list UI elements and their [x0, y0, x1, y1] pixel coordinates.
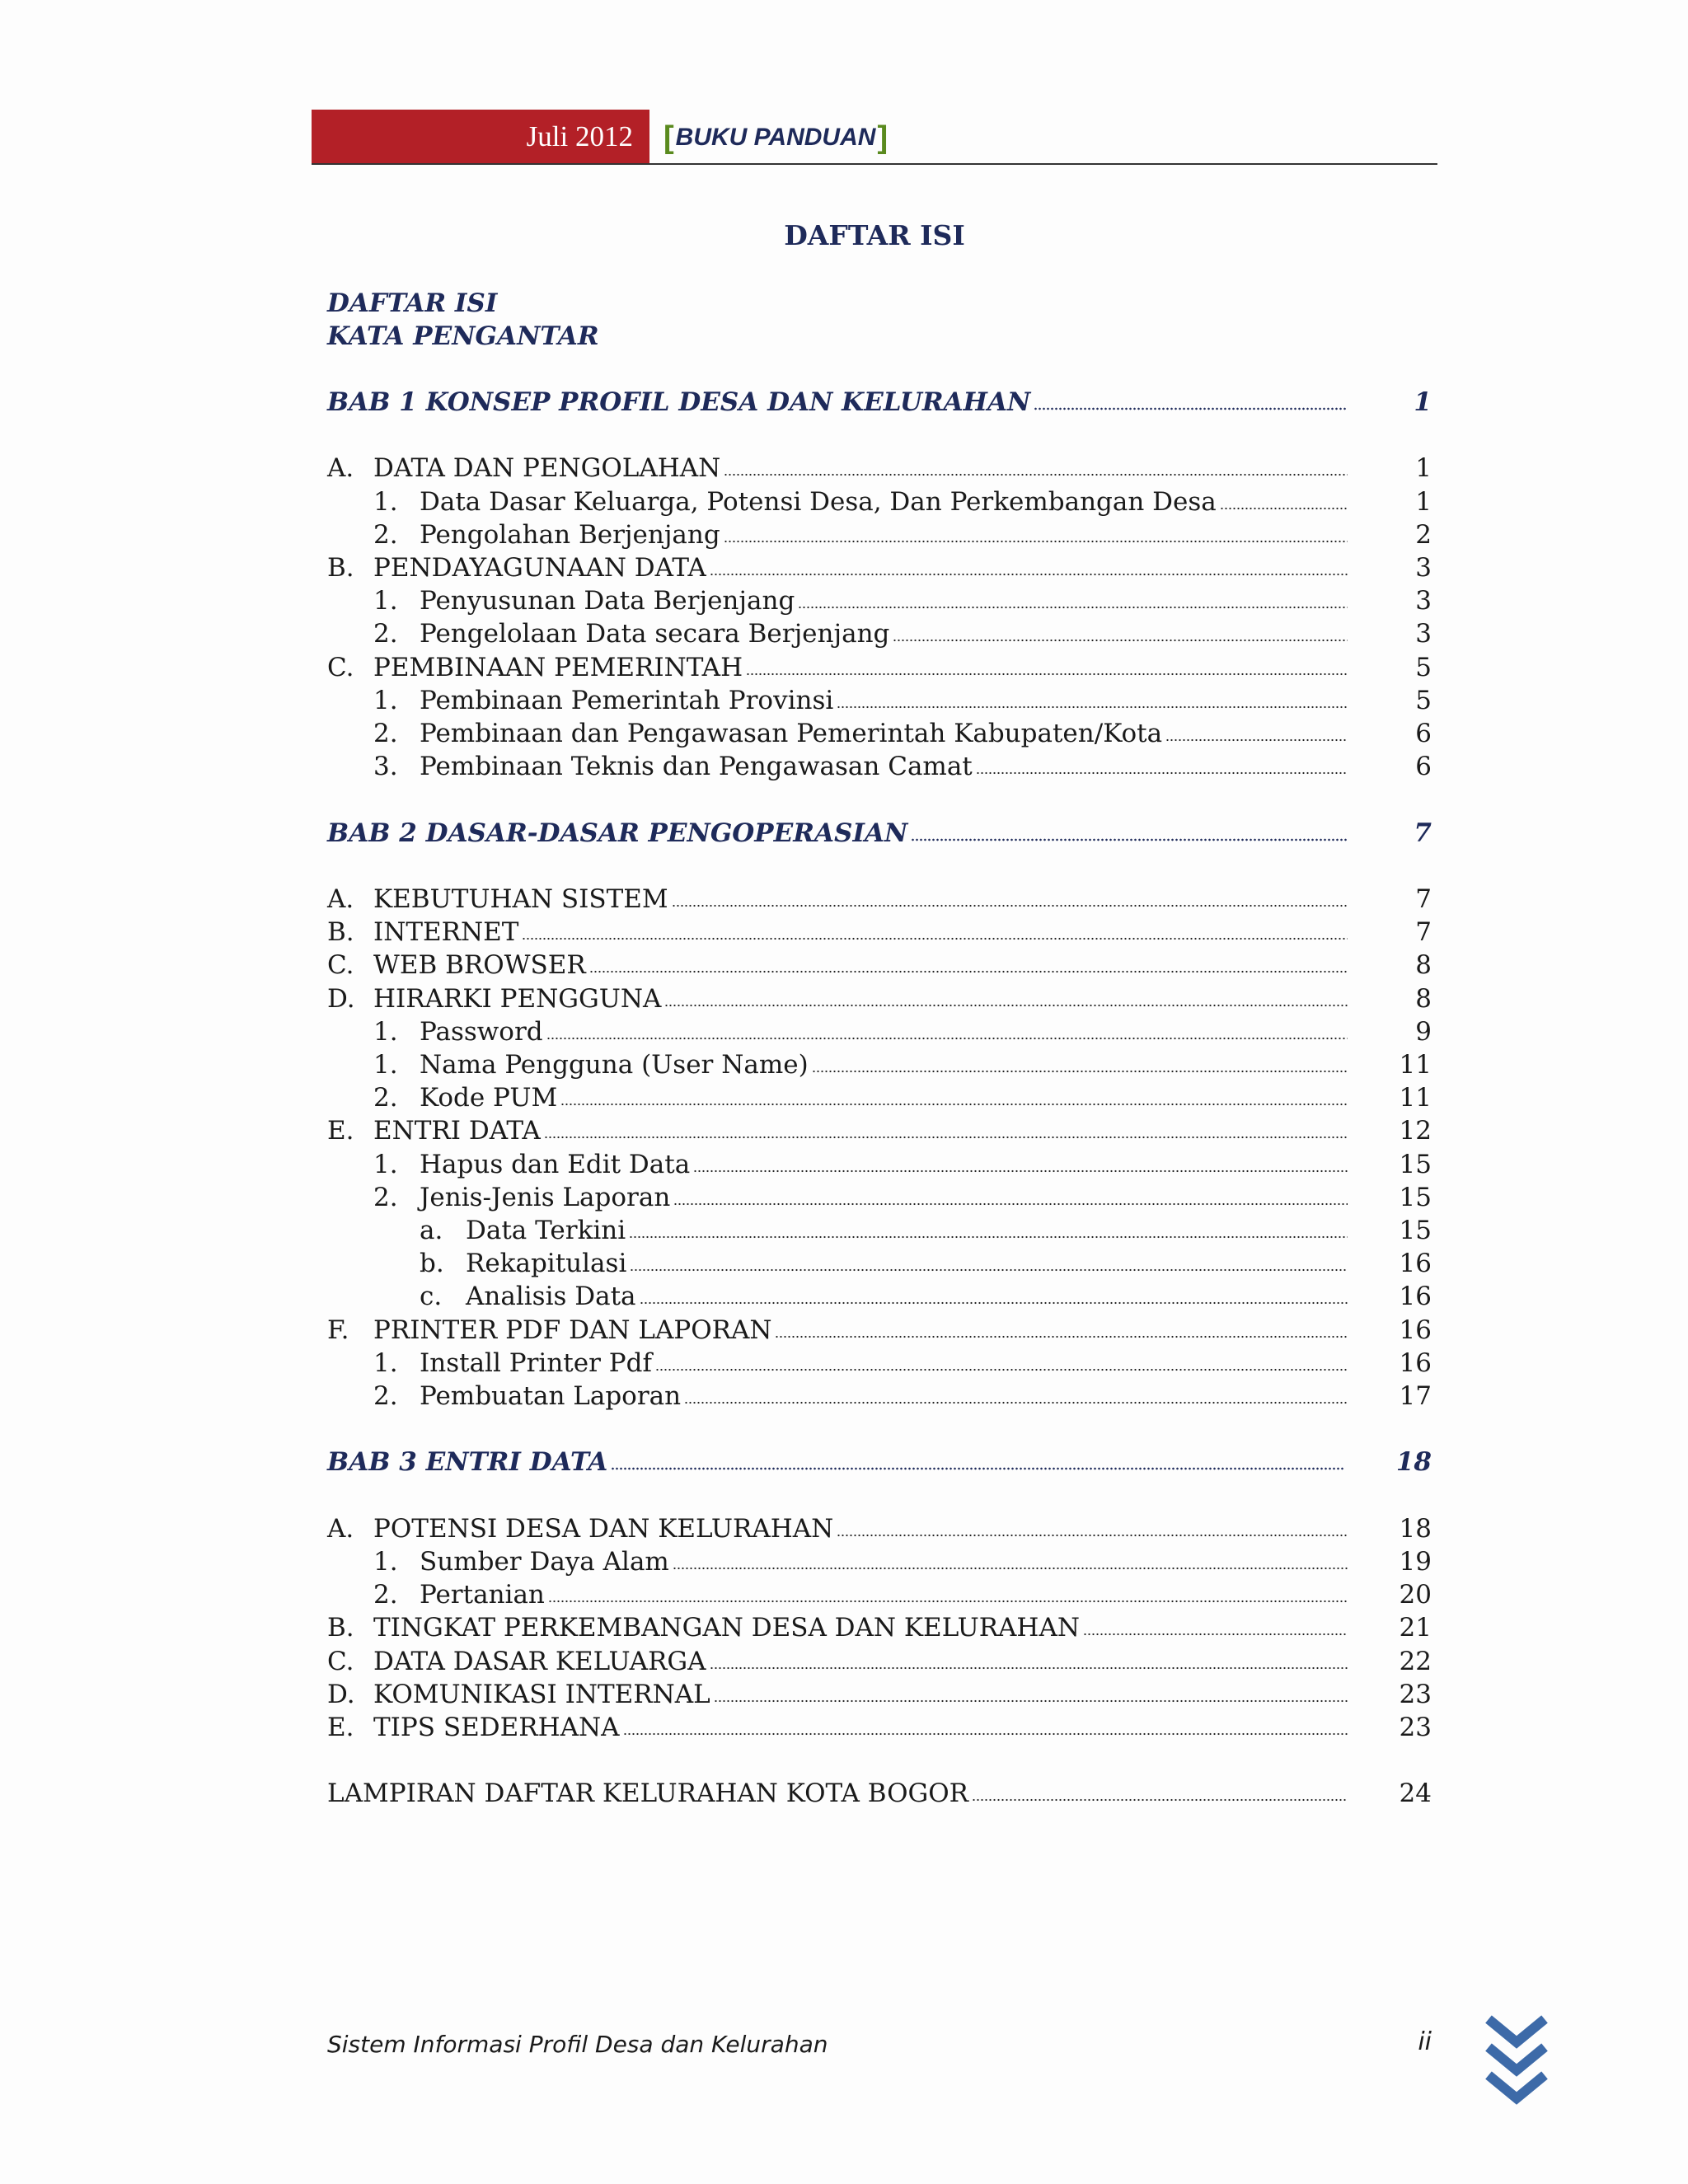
- toc-entry-label: KOMUNIKASI INTERNAL: [373, 1680, 710, 1709]
- toc-entry[interactable]: [327, 617, 1432, 650]
- toc-entry[interactable]: [327, 1347, 1432, 1380]
- toc-dot-leader: [672, 904, 1348, 907]
- toc-entry-number: E.: [327, 1116, 354, 1146]
- toc-entry-number: 3.: [373, 752, 398, 781]
- toc-dot-leader: [623, 1732, 1348, 1736]
- toc-entry-label: DATA DAN PENGOLAHAN: [373, 453, 721, 483]
- intro-kata-pengantar[interactable]: [327, 320, 1432, 353]
- toc-entry-label: Data Terkini: [466, 1216, 626, 1245]
- toc-page-number: 23: [1399, 1713, 1432, 1742]
- toc-entry[interactable]: [327, 916, 1432, 949]
- toc-page-number: 11: [1399, 1050, 1432, 1080]
- toc-page-number: 7: [1414, 818, 1432, 848]
- toc-entry[interactable]: [327, 1114, 1432, 1147]
- toc-entry-label: Nama Pengguna (User Name): [420, 1050, 809, 1080]
- toc-entry[interactable]: [327, 1247, 1432, 1280]
- toc-entry-number: 2.: [373, 1580, 398, 1610]
- toc-entry-label: TINGKAT PERKEMBANGAN DESA DAN KELURAHAN: [373, 1613, 1080, 1643]
- toc-page-number: 18: [1395, 1447, 1432, 1477]
- toc-entry[interactable]: [327, 982, 1432, 1015]
- toc-entry-number: E.: [327, 1713, 354, 1742]
- toc-page-number: 16: [1399, 1282, 1432, 1311]
- toc-entry[interactable]: [327, 1148, 1432, 1181]
- toc-entry-number: 1.: [373, 487, 398, 517]
- toc-entry[interactable]: [327, 717, 1432, 750]
- toc-dot-leader: [629, 1235, 1348, 1239]
- toc-dot-leader: [546, 1037, 1348, 1040]
- toc-entry-label: Kode PUM: [420, 1083, 558, 1113]
- toc-page-number: 3: [1415, 619, 1432, 649]
- toc-entry[interactable]: [327, 1380, 1432, 1413]
- toc-entry-number: 1.: [373, 686, 398, 715]
- toc-entry-number: 2.: [373, 1183, 398, 1212]
- toc-entry[interactable]: [327, 1015, 1432, 1048]
- toc-entry[interactable]: [327, 1512, 1432, 1545]
- toc-entry-number: C.: [327, 653, 354, 682]
- toc-entry[interactable]: [327, 1711, 1432, 1744]
- toc-page-number: 6: [1415, 719, 1432, 748]
- toc-page-number: 20: [1399, 1580, 1432, 1610]
- toc-entry-label: Pembinaan Teknis dan Pengawasan Camat: [420, 752, 973, 781]
- toc-entry-number: B.: [327, 917, 354, 947]
- toc-page-number: 3: [1415, 553, 1432, 583]
- toc-page-number: 1: [1415, 487, 1432, 517]
- toc-entry-number: 1.: [373, 1547, 398, 1577]
- toc-entry-label: Pengolahan Berjenjang: [420, 520, 720, 550]
- toc-dot-leader: [798, 606, 1348, 609]
- toc-page-number: 18: [1399, 1514, 1432, 1544]
- toc-entry-number: 1.: [373, 1017, 398, 1047]
- toc-dot-leader: [664, 1004, 1348, 1007]
- toc-page-number: 1: [1414, 387, 1432, 417]
- toc-dot-leader: [655, 1368, 1348, 1371]
- toc-entry-label: BAB 2 DASAR-DASAR PENGOPERASIAN: [327, 818, 908, 848]
- intro-label: KATA PENGANTAR: [327, 321, 599, 351]
- toc-page-number: 16: [1399, 1348, 1432, 1378]
- toc-entry[interactable]: [327, 949, 1432, 982]
- toc-entry-label: BAB 1 KONSEP PROFIL DESA DAN KELURAHAN: [327, 387, 1031, 417]
- toc-entry[interactable]: [327, 1048, 1432, 1081]
- toc-entry-label: LAMPIRAN DAFTAR KELURAHAN KOTA BOGOR: [327, 1779, 969, 1808]
- toc-entry-label: Pembinaan Pemerintah Provinsi: [420, 686, 834, 715]
- toc-entry-label: DATA DASAR KELUARGA: [373, 1647, 706, 1676]
- toc-entry-label: Password: [420, 1017, 543, 1047]
- toc-entry[interactable]: [327, 1611, 1432, 1644]
- toc-entry-number: F.: [327, 1315, 349, 1345]
- toc-dot-leader: [746, 673, 1348, 676]
- toc-dot-leader: [724, 473, 1348, 476]
- toc-dot-leader: [1034, 407, 1348, 410]
- toc-entry-label: Hapus dan Edit Data: [420, 1150, 691, 1179]
- toc-entry-label: Install Printer Pdf: [420, 1348, 652, 1378]
- header-rule: [312, 163, 1437, 165]
- toc-entry-number: C.: [327, 1647, 354, 1676]
- toc-entry-label: INTERNET: [373, 917, 519, 947]
- toc-entry-number: A.: [327, 884, 354, 914]
- toc-dot-leader: [1165, 738, 1348, 742]
- toc-dot-leader: [611, 1467, 1344, 1470]
- toc-dot-leader: [911, 838, 1348, 841]
- toc-dot-leader: [560, 1103, 1348, 1106]
- toc-dot-leader: [837, 1534, 1348, 1537]
- toc-page-number: 5: [1415, 653, 1432, 682]
- toc-page-number: 5: [1415, 686, 1432, 715]
- toc-entry-label: Analisis Data: [466, 1282, 636, 1311]
- toc-entry-number: C.: [327, 950, 354, 980]
- toc-entry-number: 1.: [373, 586, 398, 616]
- toc-entry[interactable]: [327, 518, 1432, 551]
- intro-daftar-isi[interactable]: [327, 287, 1432, 320]
- toc-entry-number: b.: [420, 1249, 444, 1278]
- toc-dot-leader: [837, 705, 1348, 709]
- header-date-block: [312, 110, 649, 164]
- toc-entry[interactable]: [327, 684, 1432, 717]
- toc-page-number: 15: [1399, 1150, 1432, 1179]
- toc-entry-number: c.: [420, 1282, 443, 1311]
- toc-page-number: 2: [1415, 520, 1432, 550]
- toc-page-number: 3: [1415, 586, 1432, 616]
- chevron-down-triple-icon: [1484, 2011, 1550, 2110]
- toc-entry-label: PENDAYAGUNAAN DATA: [373, 553, 706, 583]
- toc-entry-label: Rekapitulasi: [466, 1249, 627, 1278]
- toc-entry-number: D.: [327, 984, 355, 1014]
- toc-entry[interactable]: [327, 485, 1432, 518]
- header-document-title: [663, 120, 888, 155]
- page-title: DAFTAR ISI: [784, 219, 965, 251]
- footer-title: Sistem Informasi Profil Desa dan Kelurahan: [327, 2031, 828, 2058]
- toc-entry-number: D.: [327, 1680, 355, 1709]
- toc-page-number: 23: [1399, 1680, 1432, 1709]
- toc-page-number: 15: [1399, 1216, 1432, 1245]
- toc-entry[interactable]: [327, 584, 1432, 617]
- toc-entry-label: Pembinaan dan Pengawasan Pemerintah Kabupaten/Kota: [420, 719, 1163, 748]
- toc-entry-label: PEMBINAAN PEMERINTAH: [373, 653, 743, 682]
- toc-chapter-entry[interactable]: [327, 386, 1432, 419]
- toc-entry[interactable]: [327, 1645, 1432, 1678]
- toc-entry-label: Pengelolaan Data secara Berjenjang: [420, 619, 890, 649]
- toc-dot-leader: [724, 540, 1348, 543]
- toc-entry-number: a.: [420, 1216, 443, 1245]
- header-title: BUKU PANDUAN: [675, 124, 876, 151]
- toc-dot-leader: [976, 771, 1348, 775]
- toc-entry-label: Pertanian: [420, 1580, 545, 1610]
- toc-entry-number: 1.: [373, 1348, 398, 1378]
- toc-dot-leader: [693, 1169, 1348, 1173]
- toc-page-number: 22: [1399, 1647, 1432, 1676]
- toc-dot-leader: [893, 639, 1348, 642]
- toc-page-number: 6: [1415, 752, 1432, 781]
- toc-page-number: 1: [1415, 453, 1432, 483]
- toc-dot-leader: [1083, 1633, 1348, 1636]
- toc-page-number: 12: [1399, 1116, 1432, 1146]
- toc-chapter-entry[interactable]: [327, 1446, 1432, 1479]
- toc-entry[interactable]: [327, 750, 1432, 783]
- toc-dot-leader: [972, 1798, 1348, 1802]
- toc-page-number: 17: [1399, 1381, 1432, 1411]
- toc-entry-number: 2.: [373, 1381, 398, 1411]
- toc-entry[interactable]: [327, 1181, 1432, 1214]
- toc-page-number: 16: [1399, 1249, 1432, 1278]
- toc-dot-leader: [1220, 507, 1348, 510]
- footer-page-number: ii: [1418, 2027, 1432, 2056]
- toc-entry-label: Data Dasar Keluarga, Potensi Desa, Dan Perkembangan Desa: [420, 487, 1217, 517]
- toc-entry-label: POTENSI DESA DAN KELURAHAN: [373, 1514, 834, 1544]
- toc-entry-number: A.: [327, 1514, 354, 1544]
- toc-page-number: 8: [1415, 950, 1432, 980]
- toc-page-number: 15: [1399, 1183, 1432, 1212]
- toc-entry-number: 2.: [373, 619, 398, 649]
- toc-page-number: 24: [1399, 1779, 1432, 1808]
- toc-entry-label: WEB BROWSER: [373, 950, 586, 980]
- toc-dot-leader: [684, 1401, 1348, 1404]
- toc-entry-number: B.: [327, 1613, 354, 1643]
- toc-entry-label: BAB 3 ENTRI DATA: [327, 1447, 608, 1477]
- toc-entry[interactable]: [327, 1280, 1432, 1313]
- toc-entry-label: HIRARKI PENGGUNA: [373, 984, 662, 1014]
- toc-entry-label: TIPS SEDERHANA: [373, 1713, 620, 1742]
- toc-entry-number: 1.: [373, 1150, 398, 1179]
- toc-dot-leader: [589, 970, 1348, 973]
- toc-entry-label: ENTRI DATA: [373, 1116, 541, 1146]
- toc-entry[interactable]: [327, 1678, 1432, 1711]
- intro-label: DAFTAR ISI: [327, 288, 498, 318]
- toc-page-number: 7: [1415, 917, 1432, 947]
- toc-entry-number: 2.: [373, 1083, 398, 1113]
- toc-entry[interactable]: [327, 452, 1432, 485]
- toc-entry[interactable]: [327, 883, 1432, 916]
- toc-entry-number: 1.: [373, 1050, 398, 1080]
- toc-entry-label: Pembuatan Laporan: [420, 1381, 682, 1411]
- toc-page-number: 19: [1399, 1547, 1432, 1577]
- toc-entry-label: Penyusunan Data Berjenjang: [420, 586, 795, 616]
- header-date: Juli 2012: [526, 120, 633, 152]
- toc-page-number: 9: [1415, 1017, 1432, 1047]
- toc-entry[interactable]: [327, 1578, 1432, 1611]
- toc-entry-label: KEBUTUHAN SISTEM: [373, 884, 668, 914]
- toc-entry[interactable]: [327, 1777, 1432, 1810]
- toc-dot-leader: [775, 1335, 1348, 1338]
- toc-entry[interactable]: [327, 651, 1432, 684]
- toc-entry-number: B.: [327, 553, 354, 583]
- toc-page-number: 8: [1415, 984, 1432, 1014]
- toc-entry[interactable]: [327, 551, 1432, 584]
- toc-dot-leader: [714, 1699, 1348, 1703]
- toc-entry-number: 2.: [373, 520, 398, 550]
- toc-dot-leader: [522, 937, 1348, 940]
- toc-dot-leader: [710, 1666, 1348, 1670]
- header-bracket-open: [: [663, 120, 674, 155]
- toc-entry-label: Jenis-Jenis Laporan: [420, 1183, 671, 1212]
- toc-entry[interactable]: [327, 1314, 1432, 1347]
- toc-entry-label: PRINTER PDF DAN LAPORAN: [373, 1315, 772, 1345]
- toc-entry-label: Sumber Daya Alam: [420, 1547, 669, 1577]
- toc-dot-leader: [630, 1268, 1348, 1272]
- toc-page-number: 21: [1399, 1613, 1432, 1643]
- toc-chapter-entry[interactable]: [327, 817, 1432, 850]
- toc-dot-leader: [673, 1202, 1348, 1206]
- toc-page-number: 11: [1399, 1083, 1432, 1113]
- toc-dot-leader: [812, 1070, 1348, 1073]
- toc-page-number: 7: [1415, 884, 1432, 914]
- header-bracket-close: ]: [877, 120, 889, 155]
- toc-entry[interactable]: [327, 1545, 1432, 1578]
- toc-dot-leader: [548, 1600, 1348, 1603]
- toc-page-number: 16: [1399, 1315, 1432, 1345]
- toc-dot-leader: [544, 1136, 1348, 1139]
- toc-entry[interactable]: [327, 1214, 1432, 1247]
- toc-entry-number: 2.: [373, 719, 398, 748]
- toc-dot-leader: [710, 573, 1348, 576]
- toc-dot-leader: [640, 1301, 1348, 1305]
- toc-entry-number: A.: [327, 453, 354, 483]
- toc-dot-leader: [673, 1567, 1348, 1570]
- toc-entry[interactable]: [327, 1081, 1432, 1114]
